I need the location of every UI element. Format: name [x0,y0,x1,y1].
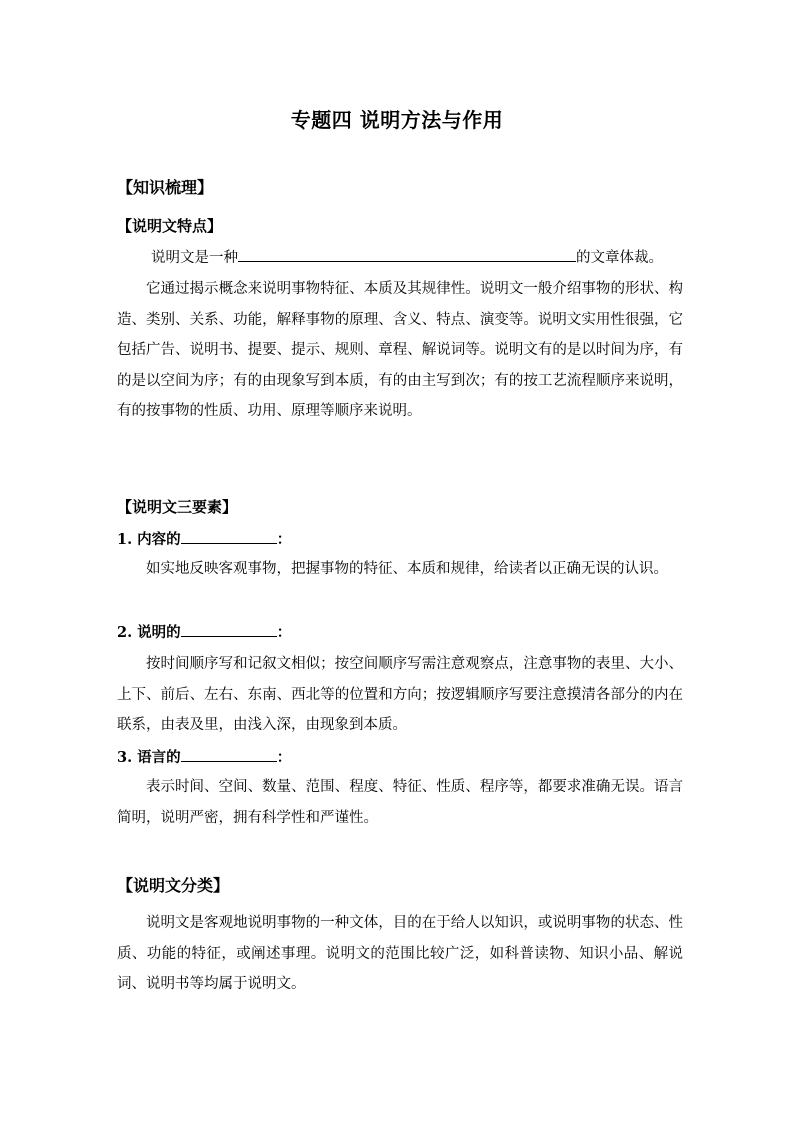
element-3-text: 表示时间、空间、数量、范围、程度、特征、性质、程序等，都要求准确无误。语言简明，说明严密，拥有科学性和严谨性。 [117,779,683,826]
element-1-text: 如实地反映客观事物，把握事物的特征、本质和规律，给读者以正确无误的认识。 [146,561,668,577]
classification-paragraph: 说明文是客观地说明事物的一种文体，目的在于给人以知识，或说明事物的状态、性质、功能的特征，或阐述事理。说明文的范围比较广泛，如科普读物、知识小品、解说词、说明书等均属于说明文。 [117,915,683,992]
element-3-heading [117,745,291,769]
features-blank[interactable] [238,245,576,262]
element-2-label: 2. 说明的 [117,624,181,641]
features-paragraph: 它通过揭示概念来说明事物特征、本质及其规律性。说明文一般介绍事物的形状、构造、类别、关系、功能，解释事物的原理、含义、特点、演变等。说明文实用性很强，它包括广告、说明书、提要、提示、规则、章程、解说词等。说明文有的是以时间为序，有的是以空间为序；有的由现象写到本质，有的由主写到次；有的按工艺流程顺序来说明，有的按事物的性质、功用、原理等顺序来说明。 [117,281,683,419]
element-2-heading [117,620,291,644]
section-heading-three-elements: 【说明文三要素】 [117,498,238,516]
element-1-blank[interactable] [181,527,277,544]
element-1-label: 1. 内容的 [117,531,181,548]
element-3-blank[interactable] [181,745,277,762]
features-fill-before: 说明文是一种 [151,250,238,266]
element-2-blank[interactable] [181,620,277,637]
section-heading-features: 【说明文特点】 [117,217,223,235]
element-3-label: 3. 语言的 [117,749,181,766]
features-fill-after: 的文章体裁。 [576,250,663,266]
section-heading-knowledge: 【知识梳理】 [117,178,214,197]
element-3-colon: ： [276,749,292,766]
section-heading-classification: 【说明文分类】 [117,876,230,895]
element-1-heading [117,527,291,551]
features-fill-line [151,245,663,269]
page-title: 专题四 说明方法与作用 [290,108,504,132]
element-1-colon: ： [276,531,292,548]
element-2-colon: ： [276,624,292,641]
element-2-text: 按时间顺序写和记叙文相似；按空间顺序写需注意观察点，注意事物的表里、大小、上下、前后、左右、东南、西北等的位置和方向；按逻辑顺序写要注意摸清各部分的内在联系，由表及里，由浅入深，由现象到本质。 [117,656,683,733]
